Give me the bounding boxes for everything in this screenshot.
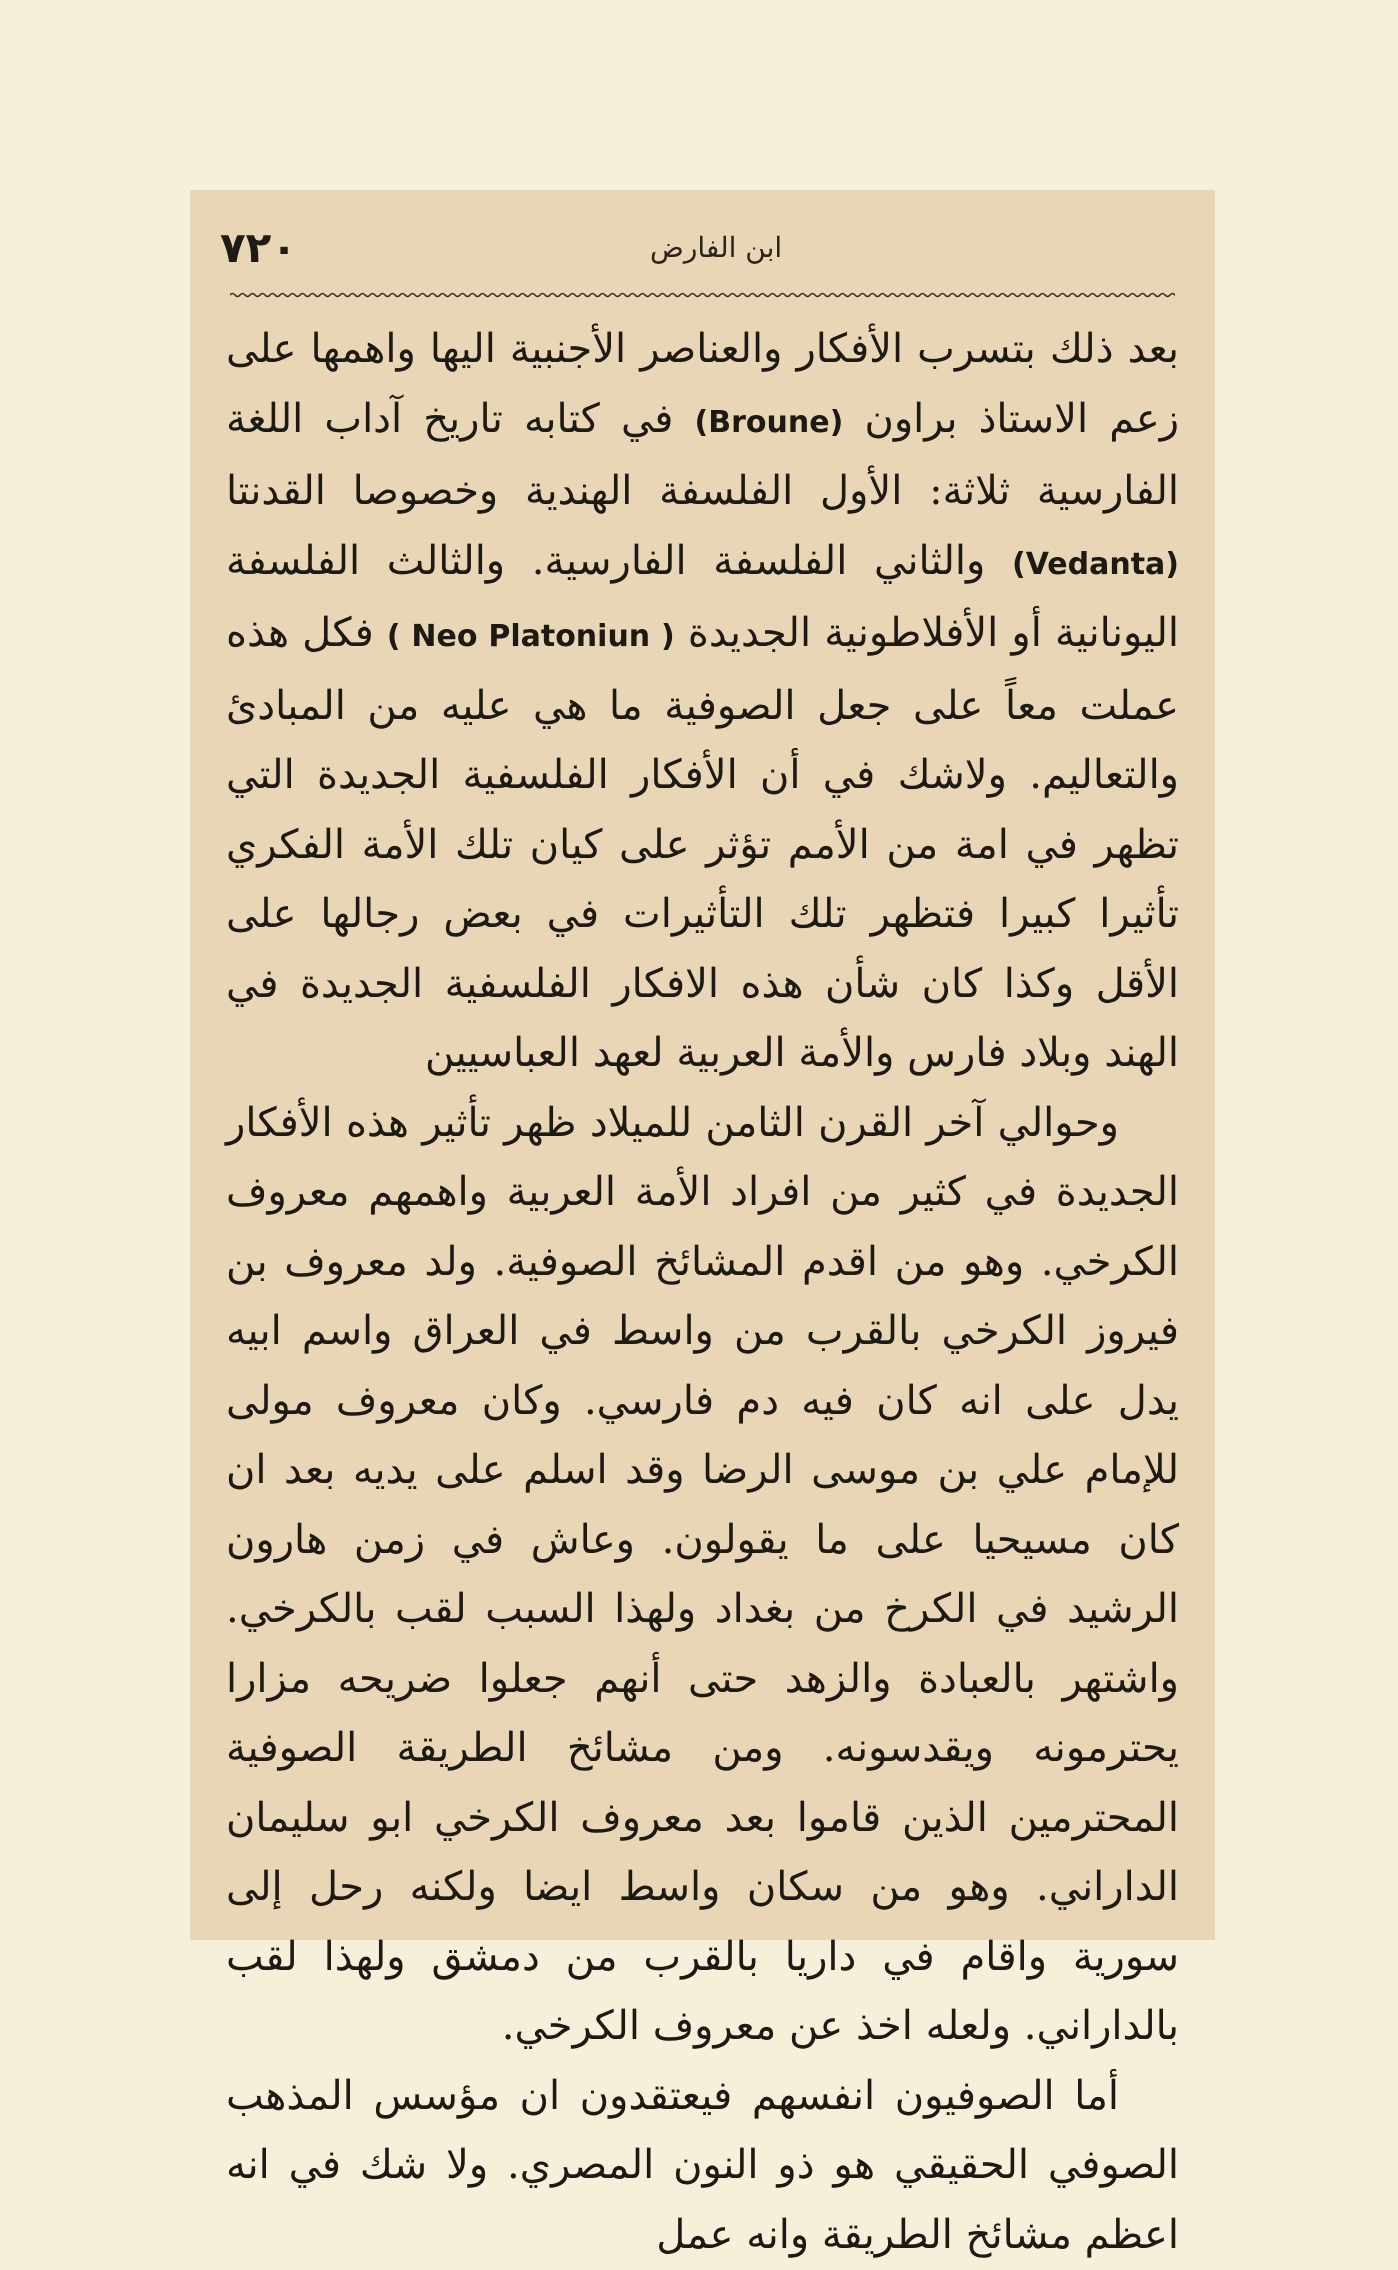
paragraph-2 <box>226 1089 1179 2062</box>
book-page <box>190 190 1215 1940</box>
text-run: والثاني الفلسفة الفارسية. والثالث الفلسفة اليونانية أو الأفلاطونية الجديدة <box>226 538 1179 657</box>
text-run: بعد ذلك بتسرب الأفكار والعناصر الأجنبية اليها واهمها على زعم الاستاذ براون <box>226 326 1179 442</box>
latin-term: (Vedanta) <box>1012 547 1179 582</box>
text-run: فكل هذه عملت معاً على جعل الصوفية ما هي عليه من المبادئ والتعاليم. ولاشك في أن الأفكار الفلسفية الجديدة التي تظهر في امة من الأمم تؤثر على كيان تلك الأمة الفكري تأثيرا كبيرا فتظهر تلك التأثيرات في بعض رجالها على الأقل وكذا كان شأن هذه الافكار الفلسفية الجديدة في الهند وبلاد فارس والأمة العربية لعهد العباسيين <box>226 610 1179 1076</box>
text-run: وحوالي آخر القرن الثامن للميلاد ظهر تأثير هذه الأفكار الجديدة في كثير من افراد الأمة العربية واهمهم معروف الكرخي. وهو من اقدم المشائخ الصوفية. ولد معروف بن فيروز الكرخي بالقرب من واسط في العراق واسم ابيه يدل على انه كان فيه دم فارسي. وكان معروف مولى للإمام علي بن موسى الرضا وقد اسلم على يديه بعد ان كان مسيحيا على ما يقولون. وعاش في زمن هارون الرشيد في الكرخ من بغداد ولهذا السبب لقب بالكرخي. واشتهر بالعبادة والزهد حتى أنهم جعلوا ضريحه مزارا يحترمونه ويقدسونه. ومن مشائخ الطريقة الصوفية المحترمين الذين قاموا بعد معروف الكرخي ابو سليمان الداراني. وهو من سكان واسط ايضا ولكنه رحل إلى سورية واقام في داريا بالقرب من دمشق ولهذا لقب بالداراني. ولعله اخذ عن معروف الكرخي. <box>226 1100 1179 2050</box>
paragraph-1 <box>226 315 1179 1089</box>
latin-term: (Broune) <box>695 405 844 440</box>
text-run: في كتابه تاريخ آداب اللغة الفارسية ثلاثة: الأول الفلسفة الهندية وخصوصا القدنتا <box>226 396 1179 515</box>
page-number: ٧٢٠ <box>220 223 297 272</box>
text-run: أما الصوفيون انفسهم فيعتقدون ان مؤسس المذهب الصوفي الحقيقي هو ذو النون المصري. ولا شك في انه اعظم مشائخ الطريقة وانه عمل <box>226 2073 1179 2258</box>
page-header <box>220 212 1185 282</box>
latin-term: ( Neo Platoniun ) <box>387 619 675 654</box>
wavy-divider <box>230 288 1175 302</box>
body-text <box>226 315 1179 2270</box>
running-title: ابن الفارض <box>650 231 782 264</box>
paragraph-3 <box>226 2062 1179 2270</box>
